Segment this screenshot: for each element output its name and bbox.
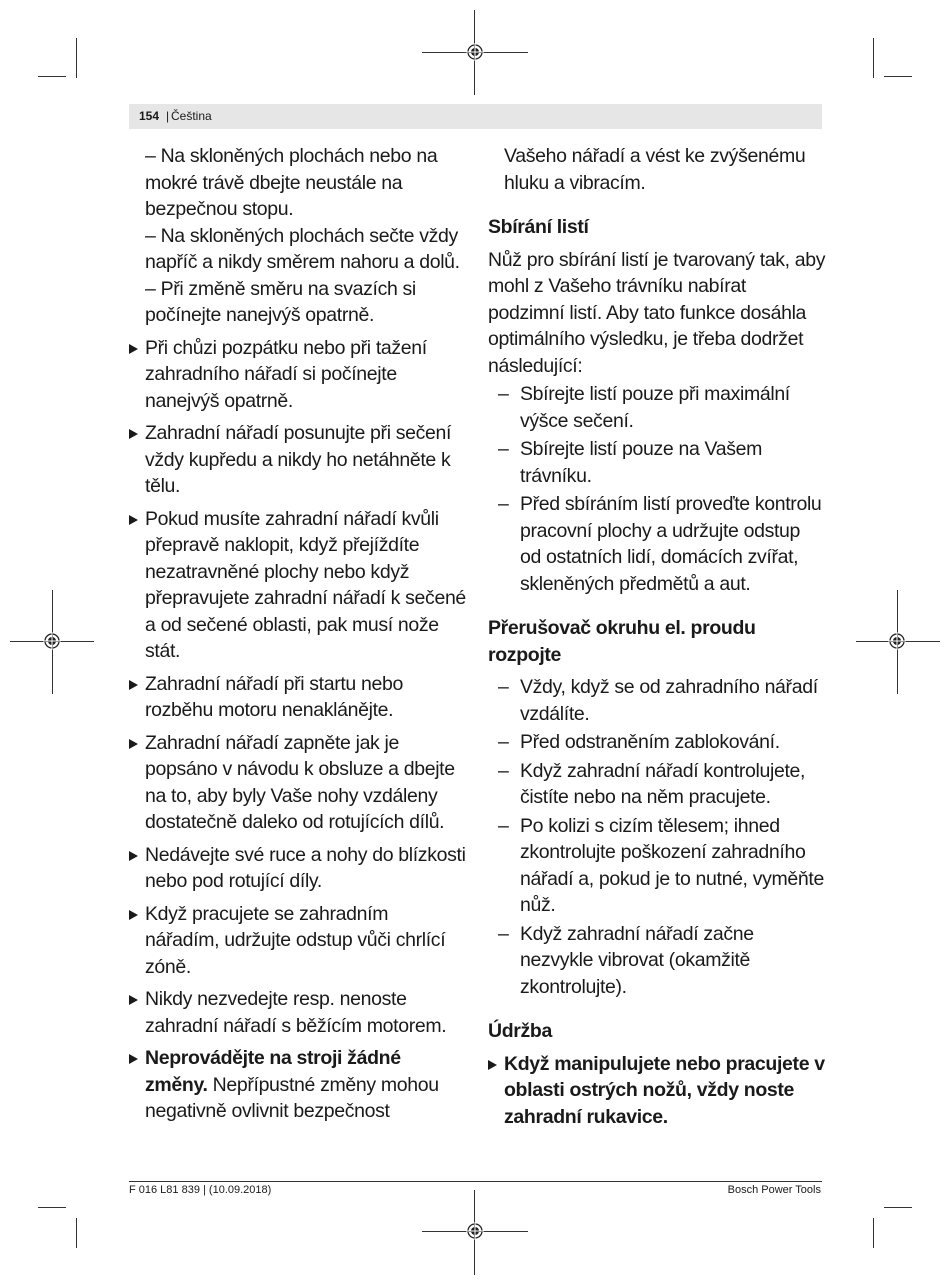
bullet-triangle-icon [129, 344, 138, 354]
section-heading-breaker: Přerušovač okruhu el. proudu rozpojte [488, 617, 756, 666]
bullet-text: Zahradní nářadí zapněte jak je popsáno v návodu k obsluze a dbejte na to, aby byly Vaše nohy vzdáleny dostatečně daleko od rotujících dílů. [145, 731, 455, 833]
dash-marker: – [498, 676, 509, 698]
dash-marker: – [498, 493, 509, 515]
registration-mark-icon [43, 632, 61, 650]
bullet-item [129, 671, 467, 724]
dash-line: – Na skloněných plochách sečte vždy napříč a nikdy směrem nahoru a dolů. [145, 224, 460, 273]
dash-marker: – [498, 731, 509, 753]
bullet-item [129, 901, 467, 981]
bullet-text: Pokud musíte zahradní nářadí kvůli přepravě naklopit, když přejíždíte nezatravněné plochy nebo když přepravujete zahradní nářadí k sečené a od sečené oblasti, pak musí nože stát. [145, 507, 466, 662]
bullet-triangle-icon [129, 851, 138, 861]
dash-list-item [488, 729, 826, 756]
crop-mark [76, 38, 77, 78]
dash-line: – Na skloněných plochách nebo na mokré trávě dbejte neustále na bezpečnou stopu. [145, 145, 438, 220]
registration-mark-icon [888, 632, 906, 650]
bullet-triangle-icon [129, 515, 138, 525]
bullet-triangle-icon [129, 910, 138, 920]
dash-marker: – [498, 438, 509, 460]
header-separator: | [166, 109, 170, 123]
dash-list-text: Po kolizi s cizím tělesem; ihned zkontrolujte poškození zahradního nářadí a, pokud je to nutné, vyměňte nůž. [520, 814, 824, 916]
header-language: Čeština [171, 109, 212, 123]
dash-list-text: Vždy, když se od zahradního nářadí vzdálíte. [520, 676, 818, 725]
bullet-item [129, 335, 467, 415]
registration-mark-icon [466, 43, 484, 61]
bullet-item [129, 842, 467, 895]
crop-mark [873, 1218, 874, 1248]
bullet-item [129, 506, 467, 665]
dash-marker: – [498, 922, 509, 945]
dash-list-text: Když zahradní nářadí začne nezvykle vibrovat (okamžitě zkontrolujte). [520, 922, 754, 998]
dash-marker: – [498, 814, 509, 837]
dash-list-text: Když zahradní nářadí kontrolujete, čistíte nebo na něm pracujete. [520, 759, 806, 808]
bullet-triangle-icon [129, 429, 138, 439]
dash-list-item [488, 813, 826, 919]
bullet-item [129, 420, 467, 500]
dash-list-item [488, 758, 826, 811]
dash-list-text: Sbírejte listí pouze při maximální výšce sečení. [520, 383, 790, 432]
page-number: 154 [139, 109, 160, 123]
bullet-text: Když pracujete se zahradním nářadím, udržujte odstup vůči chrlící zóně. [145, 902, 446, 978]
dash-list-item [488, 436, 826, 489]
bullet-item [129, 1045, 467, 1125]
left-column [129, 143, 467, 1125]
crop-mark [38, 1207, 66, 1208]
dash-list-text: Před odstraněním zablokování. [520, 731, 780, 753]
dash-list-item [488, 491, 826, 597]
crop-mark [38, 76, 66, 77]
dash-list-text: Sbírejte listí pouze na Vašem trávníku. [520, 438, 763, 487]
bullet-text: Nikdy nezvedejte resp. nenoste zahradní nářadí s běžícím motorem. [145, 988, 447, 1037]
bullet-item [129, 730, 467, 836]
footer-doc-id: F 016 L81 839 | (10.09.2018) [129, 1184, 272, 1196]
leaves-intro: Nůž pro sbírání listí je tvarovaný tak, aby mohl z Vašeho trávníku nabírat podzimní listí. Aby tato funkce dosáhla optimálního výsledku, je třeba dodržet následující: [488, 248, 826, 377]
dash-list-item [488, 674, 826, 727]
continuation-text: Vašeho nářadí a vést ke zvýšenému hluku a vibracím. [504, 145, 806, 194]
bullet-text: Zahradní nářadí při startu nebo rozběhu motoru nenaklánějte. [145, 672, 403, 721]
bullet-triangle-icon [129, 995, 138, 1005]
registration-mark-icon [466, 1222, 484, 1240]
footer-brand: Bosch Power Tools [727, 1184, 821, 1196]
bullet-text: Při chůzi pozpátku nebo při tažení zahradního nářadí si počínejte nanejvýš opatrně. [145, 336, 427, 412]
section-heading-leaves: Sbírání listí [488, 216, 589, 238]
bullet-bold-text: Když manipulujete nebo pracujete v oblasti ostrých nožů, vždy noste zahradní rukavice. [504, 1052, 825, 1128]
crop-mark [884, 76, 912, 77]
bullet-triangle-icon [129, 739, 138, 749]
bullet-text: Nedávejte své ruce a nohy do blízkosti nebo pod rotující díly. [145, 843, 466, 892]
dash-list-item [488, 381, 826, 434]
crop-mark [884, 1207, 912, 1208]
bullet-text: Zahradní nářadí posunujte při sečení vždy kupředu a nikdy ho netáhněte k tělu. [145, 422, 452, 497]
section-heading-maintenance: Údržba [488, 1020, 552, 1042]
bullet-triangle-icon [488, 1060, 497, 1070]
dash-marker: – [498, 759, 509, 782]
page-header [129, 104, 822, 129]
bullet-bold-text: Neprovádějte na stroji žádné změny. [145, 1047, 401, 1096]
dash-line: – Při změně směru na svazích si počínejte nanejvýš opatrně. [145, 277, 416, 326]
bullet-triangle-icon [129, 1054, 138, 1064]
bullet-item [488, 1051, 826, 1131]
bullet-item [129, 986, 467, 1039]
bullet-triangle-icon [129, 680, 138, 690]
right-column [488, 143, 826, 1130]
crop-mark [76, 1218, 77, 1248]
dash-list-item [488, 921, 826, 1001]
dash-marker: – [498, 383, 509, 405]
bullet-text: Nepřípustné změny mohou negativně ovlivnit bezpečnost [145, 1073, 439, 1122]
crop-mark [873, 38, 874, 78]
dash-list-text: Před sbíráním listí proveďte kontrolu pracovní plochy a udržujte odstup od ostatních lidí, domácích zvířat, skleněných předmětů a aut. [520, 493, 822, 595]
footer-divider [129, 1181, 822, 1182]
